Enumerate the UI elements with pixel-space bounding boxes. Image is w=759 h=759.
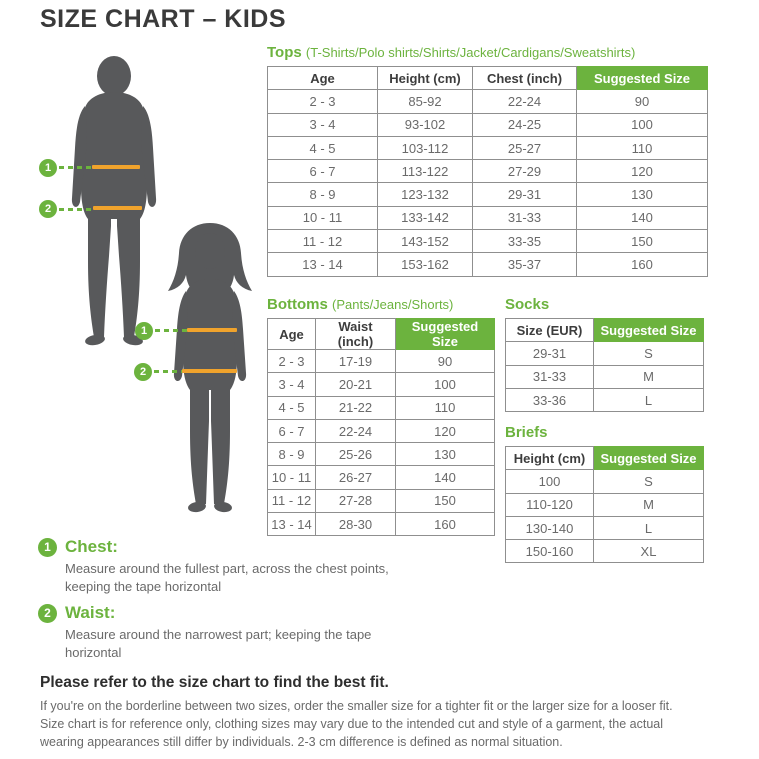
table-cell: 133-142 xyxy=(378,206,473,229)
boy-chest-dash-line xyxy=(59,166,92,169)
table-cell: 103-112 xyxy=(378,136,473,159)
table-cell: 100 xyxy=(506,470,594,493)
boy-waist-measure-line xyxy=(93,206,142,210)
table-cell: 35-37 xyxy=(473,253,577,276)
table-row xyxy=(268,90,708,113)
table-row xyxy=(268,443,495,466)
table-cell: 123-132 xyxy=(378,183,473,206)
table-row xyxy=(268,466,495,489)
column-header: Height (cm) xyxy=(378,67,473,90)
boy-chest-marker-badge: 1 xyxy=(39,159,57,177)
section-briefs xyxy=(505,424,704,563)
table-cell: 90 xyxy=(396,350,495,373)
table-cell: 6 - 7 xyxy=(268,160,378,183)
footer-line-1: If you're on the borderline between two sizes, order the smaller size for a tighter fit or the larger size for a looser fit. xyxy=(40,699,673,713)
table-cell: 110 xyxy=(396,396,495,419)
footer-line-2: Size chart is for reference only, clothing sizes may vary due to the intended cut and style of a garment, the actual wearing appearances still differ by individuals. 2-3 cm difference is defined as normal situation. xyxy=(40,717,664,750)
column-header: Height (cm) xyxy=(506,447,594,470)
table-cell: 140 xyxy=(577,206,708,229)
column-header: Waist (inch) xyxy=(316,319,396,350)
table-cell: 27-29 xyxy=(473,160,577,183)
table-row xyxy=(268,373,495,396)
table-cell: 10 - 11 xyxy=(268,466,316,489)
column-header: Age xyxy=(268,319,316,350)
table-cell: L xyxy=(594,516,704,539)
column-header: Suggested Size xyxy=(594,447,704,470)
column-header: Suggested Size xyxy=(594,319,704,342)
table-row xyxy=(268,513,495,536)
briefs-section-title xyxy=(505,424,704,441)
chest-note-text: Measure around the fullest part, across the chest points, keeping the tape horizontal xyxy=(65,561,389,595)
table-cell: 130 xyxy=(396,443,495,466)
table-cell: 90 xyxy=(577,90,708,113)
section-socks xyxy=(505,296,704,412)
table-cell: 13 - 14 xyxy=(268,513,316,536)
table-row xyxy=(506,388,704,411)
boy-waist-dash-line xyxy=(59,208,93,211)
tops-section-title xyxy=(267,44,708,61)
table-row xyxy=(268,183,708,206)
table-row xyxy=(268,489,495,512)
table-cell: 8 - 9 xyxy=(268,183,378,206)
girl-chest-dash-line xyxy=(155,329,187,332)
table-cell: 20-21 xyxy=(316,373,396,396)
table-cell: 22-24 xyxy=(316,419,396,442)
chest-note-number-badge: 1 xyxy=(38,538,57,557)
table-row xyxy=(506,470,704,493)
table-cell: 120 xyxy=(396,419,495,442)
column-header: Age xyxy=(268,67,378,90)
table-cell: 21-22 xyxy=(316,396,396,419)
waist-note-title: Waist: xyxy=(65,603,116,622)
table-cell: 17-19 xyxy=(316,350,396,373)
table-cell: 22-24 xyxy=(473,90,577,113)
table-row xyxy=(268,206,708,229)
footer-heading: Please refer to the size chart to find the best fit. xyxy=(40,674,389,691)
page-title: SIZE CHART – KIDS xyxy=(40,5,287,33)
table-cell: 100 xyxy=(396,373,495,396)
table-cell: 130-140 xyxy=(506,516,594,539)
column-header: Suggested Size xyxy=(577,67,708,90)
boy-chest-measure-line xyxy=(92,165,140,169)
table-cell: 10 - 11 xyxy=(268,206,378,229)
table-cell: 153-162 xyxy=(378,253,473,276)
table-row xyxy=(268,396,495,419)
table-row xyxy=(506,493,704,516)
table-row xyxy=(268,136,708,159)
table-cell: 2 - 3 xyxy=(268,350,316,373)
table-cell: 113-122 xyxy=(378,160,473,183)
waist-note-number-badge: 2 xyxy=(38,604,57,623)
briefs-title: Briefs xyxy=(505,424,548,441)
section-tops xyxy=(267,44,708,277)
table-cell: 27-28 xyxy=(316,489,396,512)
table-cell: 2 - 3 xyxy=(268,90,378,113)
bottoms-section-title xyxy=(267,296,495,313)
table-cell: 143-152 xyxy=(378,230,473,253)
table-cell: 3 - 4 xyxy=(268,373,316,396)
table-cell: 13 - 14 xyxy=(268,253,378,276)
table-cell: 4 - 5 xyxy=(268,136,378,159)
table-row xyxy=(268,160,708,183)
table-cell: 130 xyxy=(577,183,708,206)
table-cell: 11 - 12 xyxy=(268,230,378,253)
table-row xyxy=(506,342,704,365)
table-cell: S xyxy=(594,342,704,365)
table-cell: 11 - 12 xyxy=(268,489,316,512)
table-cell: 25-26 xyxy=(316,443,396,466)
bottoms-table xyxy=(267,318,495,536)
table-cell: 29-31 xyxy=(506,342,594,365)
table-cell: 110-120 xyxy=(506,493,594,516)
table-row xyxy=(506,516,704,539)
table-cell: 100 xyxy=(577,113,708,136)
table-row xyxy=(268,253,708,276)
table-cell: 33-35 xyxy=(473,230,577,253)
girl-waist-dash-line xyxy=(154,370,182,373)
tops-title: Tops xyxy=(267,44,302,61)
table-cell: M xyxy=(594,365,704,388)
boy-waist-marker-badge: 2 xyxy=(39,200,57,218)
table-row xyxy=(506,540,704,563)
table-cell: 24-25 xyxy=(473,113,577,136)
chest-note-title: Chest: xyxy=(65,537,118,556)
boy-silhouette-image xyxy=(64,56,164,351)
table-cell: 110 xyxy=(577,136,708,159)
column-header: Suggested Size xyxy=(396,319,495,350)
socks-section-title xyxy=(505,296,704,313)
column-header: Chest (inch) xyxy=(473,67,577,90)
girl-waist-marker-badge: 2 xyxy=(134,363,152,381)
girl-chest-measure-line xyxy=(187,328,237,332)
table-cell: 8 - 9 xyxy=(268,443,316,466)
table-cell: 31-33 xyxy=(473,206,577,229)
footer-disclaimer xyxy=(40,674,705,751)
table-cell: 93-102 xyxy=(378,113,473,136)
section-bottoms xyxy=(267,296,495,536)
table-cell: L xyxy=(594,388,704,411)
tops-table xyxy=(267,66,708,277)
note-chest xyxy=(38,537,389,596)
table-cell: 4 - 5 xyxy=(268,396,316,419)
table-cell: 31-33 xyxy=(506,365,594,388)
bottoms-subtitle: (Pants/Jeans/Shorts) xyxy=(332,297,454,312)
table-cell: XL xyxy=(594,540,704,563)
table-row xyxy=(268,230,708,253)
table-cell: 26-27 xyxy=(316,466,396,489)
table-cell: 29-31 xyxy=(473,183,577,206)
table-cell: 28-30 xyxy=(316,513,396,536)
table-cell: 150 xyxy=(577,230,708,253)
column-header: Size (EUR) xyxy=(506,319,594,342)
table-cell: 85-92 xyxy=(378,90,473,113)
girl-chest-marker-badge: 1 xyxy=(135,322,153,340)
briefs-table xyxy=(505,446,704,563)
table-cell: 3 - 4 xyxy=(268,113,378,136)
table-row xyxy=(268,350,495,373)
table-row xyxy=(506,365,704,388)
table-cell: 33-36 xyxy=(506,388,594,411)
table-cell: 120 xyxy=(577,160,708,183)
table-cell: 160 xyxy=(396,513,495,536)
note-waist xyxy=(38,603,383,662)
tops-subtitle: (T-Shirts/Polo shirts/Shirts/Jacket/Cardigans/Sweatshirts) xyxy=(305,45,636,60)
waist-note-text: Measure around the narrowest part; keeping the tape horizontal xyxy=(65,627,372,661)
table-cell: M xyxy=(594,493,704,516)
table-cell: 140 xyxy=(396,466,495,489)
girl-waist-measure-line xyxy=(182,369,237,373)
table-cell: 25-27 xyxy=(473,136,577,159)
bottoms-title: Bottoms xyxy=(267,296,328,313)
table-cell: 150 xyxy=(396,489,495,512)
socks-title: Socks xyxy=(505,296,550,313)
table-row xyxy=(268,113,708,136)
table-row xyxy=(268,419,495,442)
table-cell: 150-160 xyxy=(506,540,594,563)
socks-table xyxy=(505,318,704,412)
table-cell: 6 - 7 xyxy=(268,419,316,442)
table-cell: S xyxy=(594,470,704,493)
table-cell: 160 xyxy=(577,253,708,276)
